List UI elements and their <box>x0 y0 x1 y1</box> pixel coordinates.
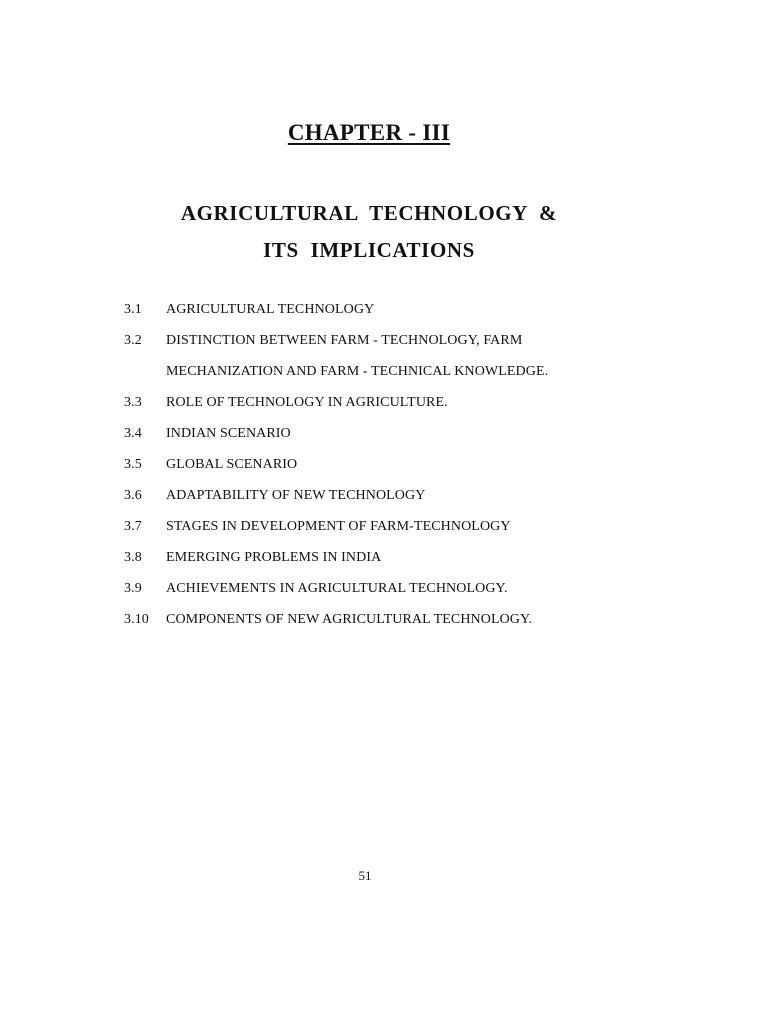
toc-item-number: 3.4 <box>124 426 142 441</box>
toc-item <box>0 519 768 539</box>
toc-item-text: GLOBAL SCENARIO <box>166 457 298 472</box>
toc-item-number: 3.6 <box>124 488 142 503</box>
toc-item-number: 3.3 <box>124 395 142 410</box>
toc-item-text: STAGES IN DEVELOPMENT OF FARM-TECHNOLOGY <box>166 519 511 534</box>
chapter-title-line-1: AGRICULTURAL TECHNOLOGY & <box>180 201 558 225</box>
toc-item-text: COMPONENTS OF NEW AGRICULTURAL TECHNOLOGY. <box>166 612 533 627</box>
toc-item <box>0 457 768 477</box>
toc-item-number: 3.9 <box>124 581 142 596</box>
chapter-title-line-2: ITS IMPLICATIONS <box>263 238 475 262</box>
toc-item-text: ADAPTABILITY OF NEW TECHNOLOGY <box>166 488 426 503</box>
toc-item-number: 3.7 <box>124 519 142 534</box>
toc-item-number: 3.5 <box>124 457 142 472</box>
toc-item-text: ROLE OF TECHNOLOGY IN AGRICULTURE. <box>166 395 448 410</box>
toc-item-text: AGRICULTURAL TECHNOLOGY <box>166 302 375 317</box>
toc-item <box>0 488 768 508</box>
toc-item-text: ACHIEVEMENTS IN AGRICULTURAL TECHNOLOGY. <box>166 581 508 596</box>
toc-item <box>0 581 768 601</box>
toc-item-text: INDIAN SCENARIO <box>166 426 291 441</box>
toc-item <box>0 333 768 353</box>
toc-item <box>0 395 768 415</box>
toc-item <box>0 426 768 446</box>
toc-item-text: EMERGING PROBLEMS IN INDIA <box>166 550 382 565</box>
page-number: 51 <box>358 868 372 883</box>
toc-item-number: 3.2 <box>124 333 142 348</box>
toc-item <box>0 612 768 632</box>
toc-item <box>0 302 768 322</box>
toc-item-number: 3.1 <box>124 302 142 317</box>
toc-item-number: 3.10 <box>124 612 149 627</box>
toc-item-continuation: MECHANIZATION AND FARM - TECHNICAL KNOWLEDGE. <box>166 364 549 379</box>
toc-item-text: DISTINCTION BETWEEN FARM - TECHNOLOGY, FARM <box>166 333 523 348</box>
toc-item-number: 3.8 <box>124 550 142 565</box>
toc-item <box>0 550 768 570</box>
chapter-heading: CHAPTER - III <box>287 120 451 145</box>
